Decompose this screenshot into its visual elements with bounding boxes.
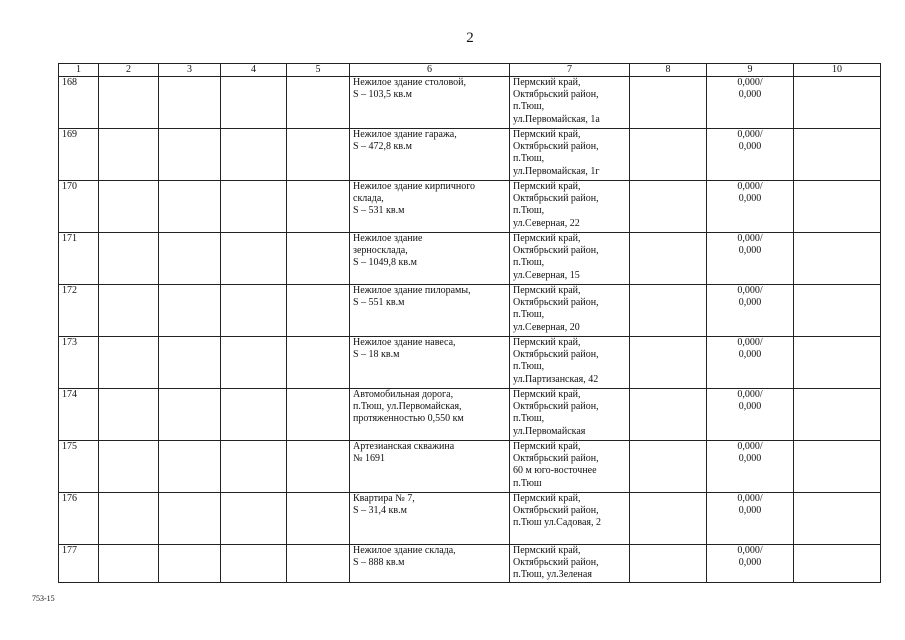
value-cell: 0,000/ 0,000	[707, 337, 794, 389]
table-row	[59, 389, 881, 441]
empty-cell	[159, 181, 221, 233]
empty-cell	[99, 181, 159, 233]
address-cell: Пермский край, Октябрьский район, п.Тюш ул.Садовая, 2	[510, 493, 630, 545]
row-number-cell: 170	[59, 181, 99, 233]
object-name-cell: Нежилое здание зерносклада, S – 1049,8 кв.м	[350, 233, 510, 285]
column-header: 4	[221, 64, 287, 77]
column-header: 8	[630, 64, 707, 77]
empty-cell	[159, 389, 221, 441]
empty-cell	[287, 129, 350, 181]
empty-cell	[99, 441, 159, 493]
empty-cell	[630, 441, 707, 493]
object-name-cell: Нежилое здание склада, S – 888 кв.м	[350, 545, 510, 583]
empty-cell	[287, 77, 350, 129]
empty-cell	[159, 545, 221, 583]
empty-cell	[630, 493, 707, 545]
empty-cell	[630, 181, 707, 233]
empty-cell	[159, 285, 221, 337]
empty-cell	[287, 545, 350, 583]
table-row	[59, 77, 881, 129]
column-header: 1	[59, 64, 99, 77]
empty-cell	[99, 389, 159, 441]
empty-cell	[99, 77, 159, 129]
value-cell: 0,000/ 0,000	[707, 285, 794, 337]
value-cell: 0,000/ 0,000	[707, 181, 794, 233]
empty-cell	[221, 233, 287, 285]
empty-cell	[630, 337, 707, 389]
empty-cell	[287, 233, 350, 285]
column-header: 2	[99, 64, 159, 77]
address-cell: Пермский край, Октябрьский район, п.Тюш, ул.Зеленая	[510, 545, 630, 583]
row-number-cell: 169	[59, 129, 99, 181]
empty-cell	[287, 389, 350, 441]
empty-cell	[794, 285, 881, 337]
table-row	[59, 441, 881, 493]
empty-cell	[794, 233, 881, 285]
object-name-cell: Нежилое здание навеса, S – 18 кв.м	[350, 337, 510, 389]
column-header: 3	[159, 64, 221, 77]
empty-cell	[794, 545, 881, 583]
table-row	[59, 285, 881, 337]
row-number-cell: 173	[59, 337, 99, 389]
empty-cell	[794, 389, 881, 441]
address-cell: Пермский край, Октябрьский район, п.Тюш, ул.Партизанская, 42	[510, 337, 630, 389]
empty-cell	[630, 545, 707, 583]
address-cell: Пермский край, Октябрьский район, п.Тюш, ул.Северная, 15	[510, 233, 630, 285]
empty-cell	[287, 441, 350, 493]
column-header: 10	[794, 64, 881, 77]
address-cell: Пермский край, Октябрьский район, п.Тюш, ул.Первомайская, 1г	[510, 129, 630, 181]
object-name-cell: Автомобильная дорога, п.Тюш, ул.Первомайская, протяженностью 0,550 км	[350, 389, 510, 441]
object-name-cell: Нежилое здание гаража, S – 472,8 кв.м	[350, 129, 510, 181]
table-row	[59, 129, 881, 181]
empty-cell	[221, 337, 287, 389]
empty-cell	[159, 233, 221, 285]
empty-cell	[630, 285, 707, 337]
empty-cell	[630, 77, 707, 129]
object-name-cell: Нежилое здание кирпичного склада, S – 531 кв.м	[350, 181, 510, 233]
value-cell: 0,000/ 0,000	[707, 493, 794, 545]
value-cell: 0,000/ 0,000	[707, 441, 794, 493]
empty-cell	[794, 181, 881, 233]
address-cell: Пермский край, Октябрьский район, п.Тюш, ул.Первомайская	[510, 389, 630, 441]
object-name-cell: Нежилое здание столовой, S – 103,5 кв.м	[350, 77, 510, 129]
value-cell: 0,000/ 0,000	[707, 389, 794, 441]
table-row	[59, 337, 881, 389]
empty-cell	[630, 233, 707, 285]
empty-cell	[630, 389, 707, 441]
object-name-cell: Квартира № 7, S – 31,4 кв.м	[350, 493, 510, 545]
footer-document-code: 753-15	[32, 594, 55, 603]
value-cell: 0,000/ 0,000	[707, 545, 794, 583]
empty-cell	[159, 77, 221, 129]
object-name-cell: Нежилое здание пилорамы, S – 551 кв.м	[350, 285, 510, 337]
empty-cell	[221, 181, 287, 233]
value-cell: 0,000/ 0,000	[707, 129, 794, 181]
column-number-row	[59, 64, 881, 77]
empty-cell	[99, 285, 159, 337]
address-cell: Пермский край, Октябрьский район, п.Тюш, ул.Северная, 22	[510, 181, 630, 233]
address-cell: Пермский край, Октябрьский район, п.Тюш, ул.Первомайская, 1а	[510, 77, 630, 129]
property-registry-table	[58, 63, 881, 583]
empty-cell	[99, 129, 159, 181]
row-number-cell: 174	[59, 389, 99, 441]
empty-cell	[159, 129, 221, 181]
empty-cell	[287, 337, 350, 389]
empty-cell	[221, 441, 287, 493]
empty-cell	[99, 493, 159, 545]
row-number-cell: 168	[59, 77, 99, 129]
empty-cell	[99, 337, 159, 389]
empty-cell	[287, 285, 350, 337]
empty-cell	[99, 545, 159, 583]
empty-cell	[221, 129, 287, 181]
column-header: 6	[350, 64, 510, 77]
value-cell: 0,000/ 0,000	[707, 233, 794, 285]
table-row	[59, 545, 881, 583]
empty-cell	[794, 337, 881, 389]
empty-cell	[159, 493, 221, 545]
empty-cell	[794, 129, 881, 181]
empty-cell	[221, 77, 287, 129]
row-number-cell: 175	[59, 441, 99, 493]
value-cell: 0,000/ 0,000	[707, 77, 794, 129]
empty-cell	[99, 233, 159, 285]
address-cell: Пермский край, Октябрьский район, п.Тюш, ул.Северная, 20	[510, 285, 630, 337]
table-row	[59, 233, 881, 285]
empty-cell	[159, 337, 221, 389]
empty-cell	[630, 129, 707, 181]
row-number-cell: 177	[59, 545, 99, 583]
empty-cell	[159, 441, 221, 493]
page-number: 2	[466, 30, 474, 46]
empty-cell	[794, 77, 881, 129]
table-row	[59, 493, 881, 545]
column-header: 7	[510, 64, 630, 77]
row-number-cell: 176	[59, 493, 99, 545]
empty-cell	[287, 181, 350, 233]
empty-cell	[794, 493, 881, 545]
object-name-cell: Артезианская скважина № 1691	[350, 441, 510, 493]
table-row	[59, 181, 881, 233]
empty-cell	[221, 545, 287, 583]
empty-cell	[221, 389, 287, 441]
column-header: 5	[287, 64, 350, 77]
column-header: 9	[707, 64, 794, 77]
empty-cell	[287, 493, 350, 545]
empty-cell	[794, 441, 881, 493]
row-number-cell: 171	[59, 233, 99, 285]
row-number-cell: 172	[59, 285, 99, 337]
empty-cell	[221, 493, 287, 545]
address-cell: Пермский край, Октябрьский район, 60 м юго-восточнее п.Тюш	[510, 441, 630, 493]
empty-cell	[221, 285, 287, 337]
